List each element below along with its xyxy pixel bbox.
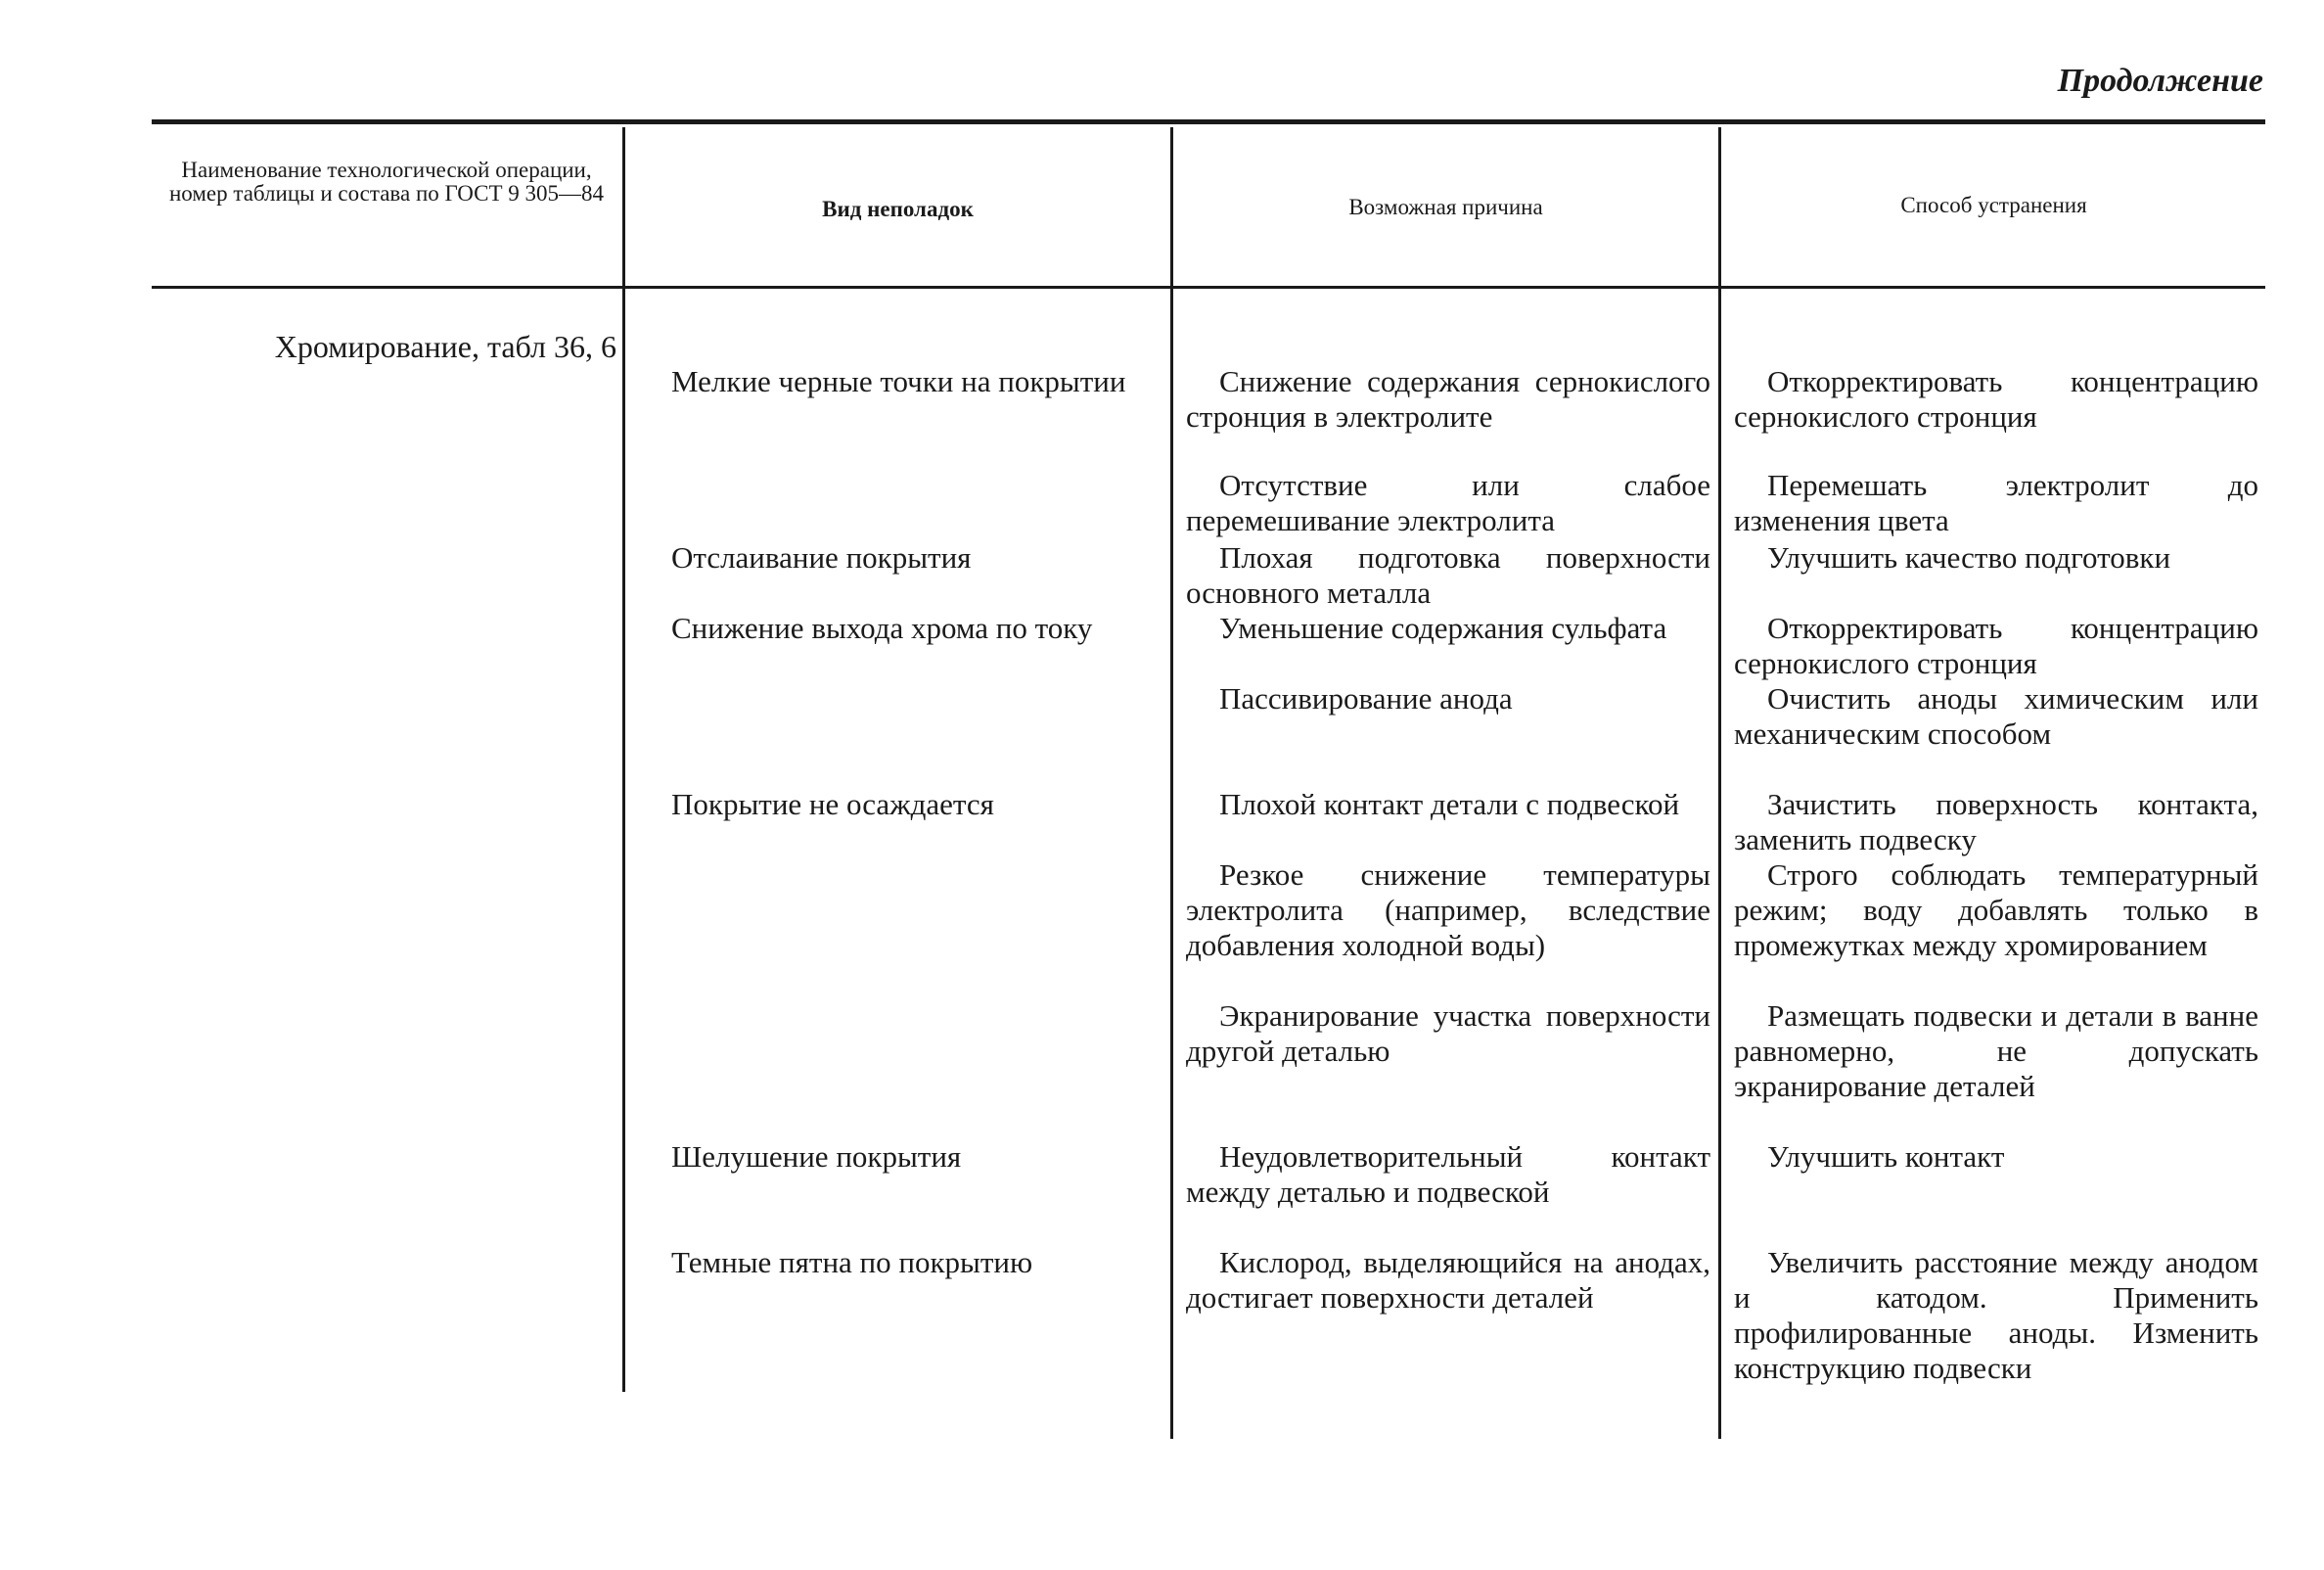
- column-divider-2: [1170, 127, 1173, 1439]
- header-bottom-rule: [152, 286, 2265, 289]
- column-divider-3: [1718, 127, 1721, 1439]
- header-operation: Наименование технологической операции, номер таблицы и состава по ГОСТ 9 305—84: [168, 158, 605, 206]
- row-1-cause: Снижение содержания сернокислого стронция в электролите: [1186, 364, 1710, 434]
- row-2-cause: Отсутствие или слабое перемешивание электролита: [1186, 468, 1710, 537]
- row-10-cause: Кислород, выделяющийся на анодах, достигает поверхности деталей: [1186, 1245, 1710, 1315]
- row-1-remedy: Откорректировать концентрацию сернокислого стронция: [1734, 364, 2258, 434]
- row-8-remedy: Размещать подвески и детали в ванне равномерно, не допускать экранирование деталей: [1734, 998, 2258, 1103]
- row-3-cause: Плохая подготовка поверхности основного металла: [1186, 540, 1710, 610]
- row-2-remedy: Перемешать электролит до изменения цвета: [1734, 468, 2258, 537]
- table-top-rule: [152, 119, 2265, 124]
- row-1-defect: Мелкие черные точки на покрытии: [671, 364, 1126, 398]
- operation-cell: Хромирование, табл 36, 6: [274, 329, 616, 364]
- row-10-defect: Темные пятна по покрытию: [671, 1245, 1033, 1279]
- row-4-cause: Уменьшение содержания сульфата: [1219, 611, 1667, 645]
- row-10-remedy: Увеличить расстояние между анодом и катодом. Применить профилированные аноды. Изменить конструкцию подвески: [1734, 1245, 2258, 1385]
- row-6-defect: Покрытие не осаждается: [671, 787, 994, 821]
- row-3-remedy: Улучшить качество подготовки: [1767, 540, 2171, 575]
- row-9-defect: Шелушение покрытия: [671, 1139, 962, 1174]
- row-9-remedy: Улучшить контакт: [1767, 1139, 2005, 1174]
- header-defect: Вид неполадок: [822, 197, 974, 221]
- row-3-defect: Отслаивание покрытия: [671, 540, 972, 575]
- continuation-label: Продолжение: [2057, 63, 2263, 99]
- row-4-defect: Снижение выхода хрома по току: [671, 611, 1093, 645]
- row-7-remedy: Строго соблюдать температурный режим; воду добавлять только в промежутках между хромированием: [1734, 857, 2258, 962]
- row-6-cause: Плохой контакт детали с подвеской: [1219, 787, 1680, 821]
- row-8-cause: Экранирование участка поверхности другой деталью: [1186, 998, 1710, 1068]
- row-9-cause: Неудовлетворительный контакт между деталью и подвеской: [1186, 1139, 1710, 1209]
- header-cause: Возможная причина: [1348, 195, 1543, 219]
- row-7-cause: Резкое снижение температуры электролита (например, вследствие добавления холодной воды): [1186, 857, 1710, 962]
- row-6-remedy: Зачистить поверхность контакта, заменить подвеску: [1734, 787, 2258, 856]
- row-4-remedy: Откорректировать концентрацию сернокислого стронция: [1734, 611, 2258, 680]
- row-5-cause: Пассивирование анода: [1219, 681, 1513, 716]
- row-5-remedy: Очистить аноды химическим или механическим способом: [1734, 681, 2258, 751]
- header-remedy: Способ устранения: [1900, 193, 2087, 217]
- column-divider-1: [622, 127, 625, 1392]
